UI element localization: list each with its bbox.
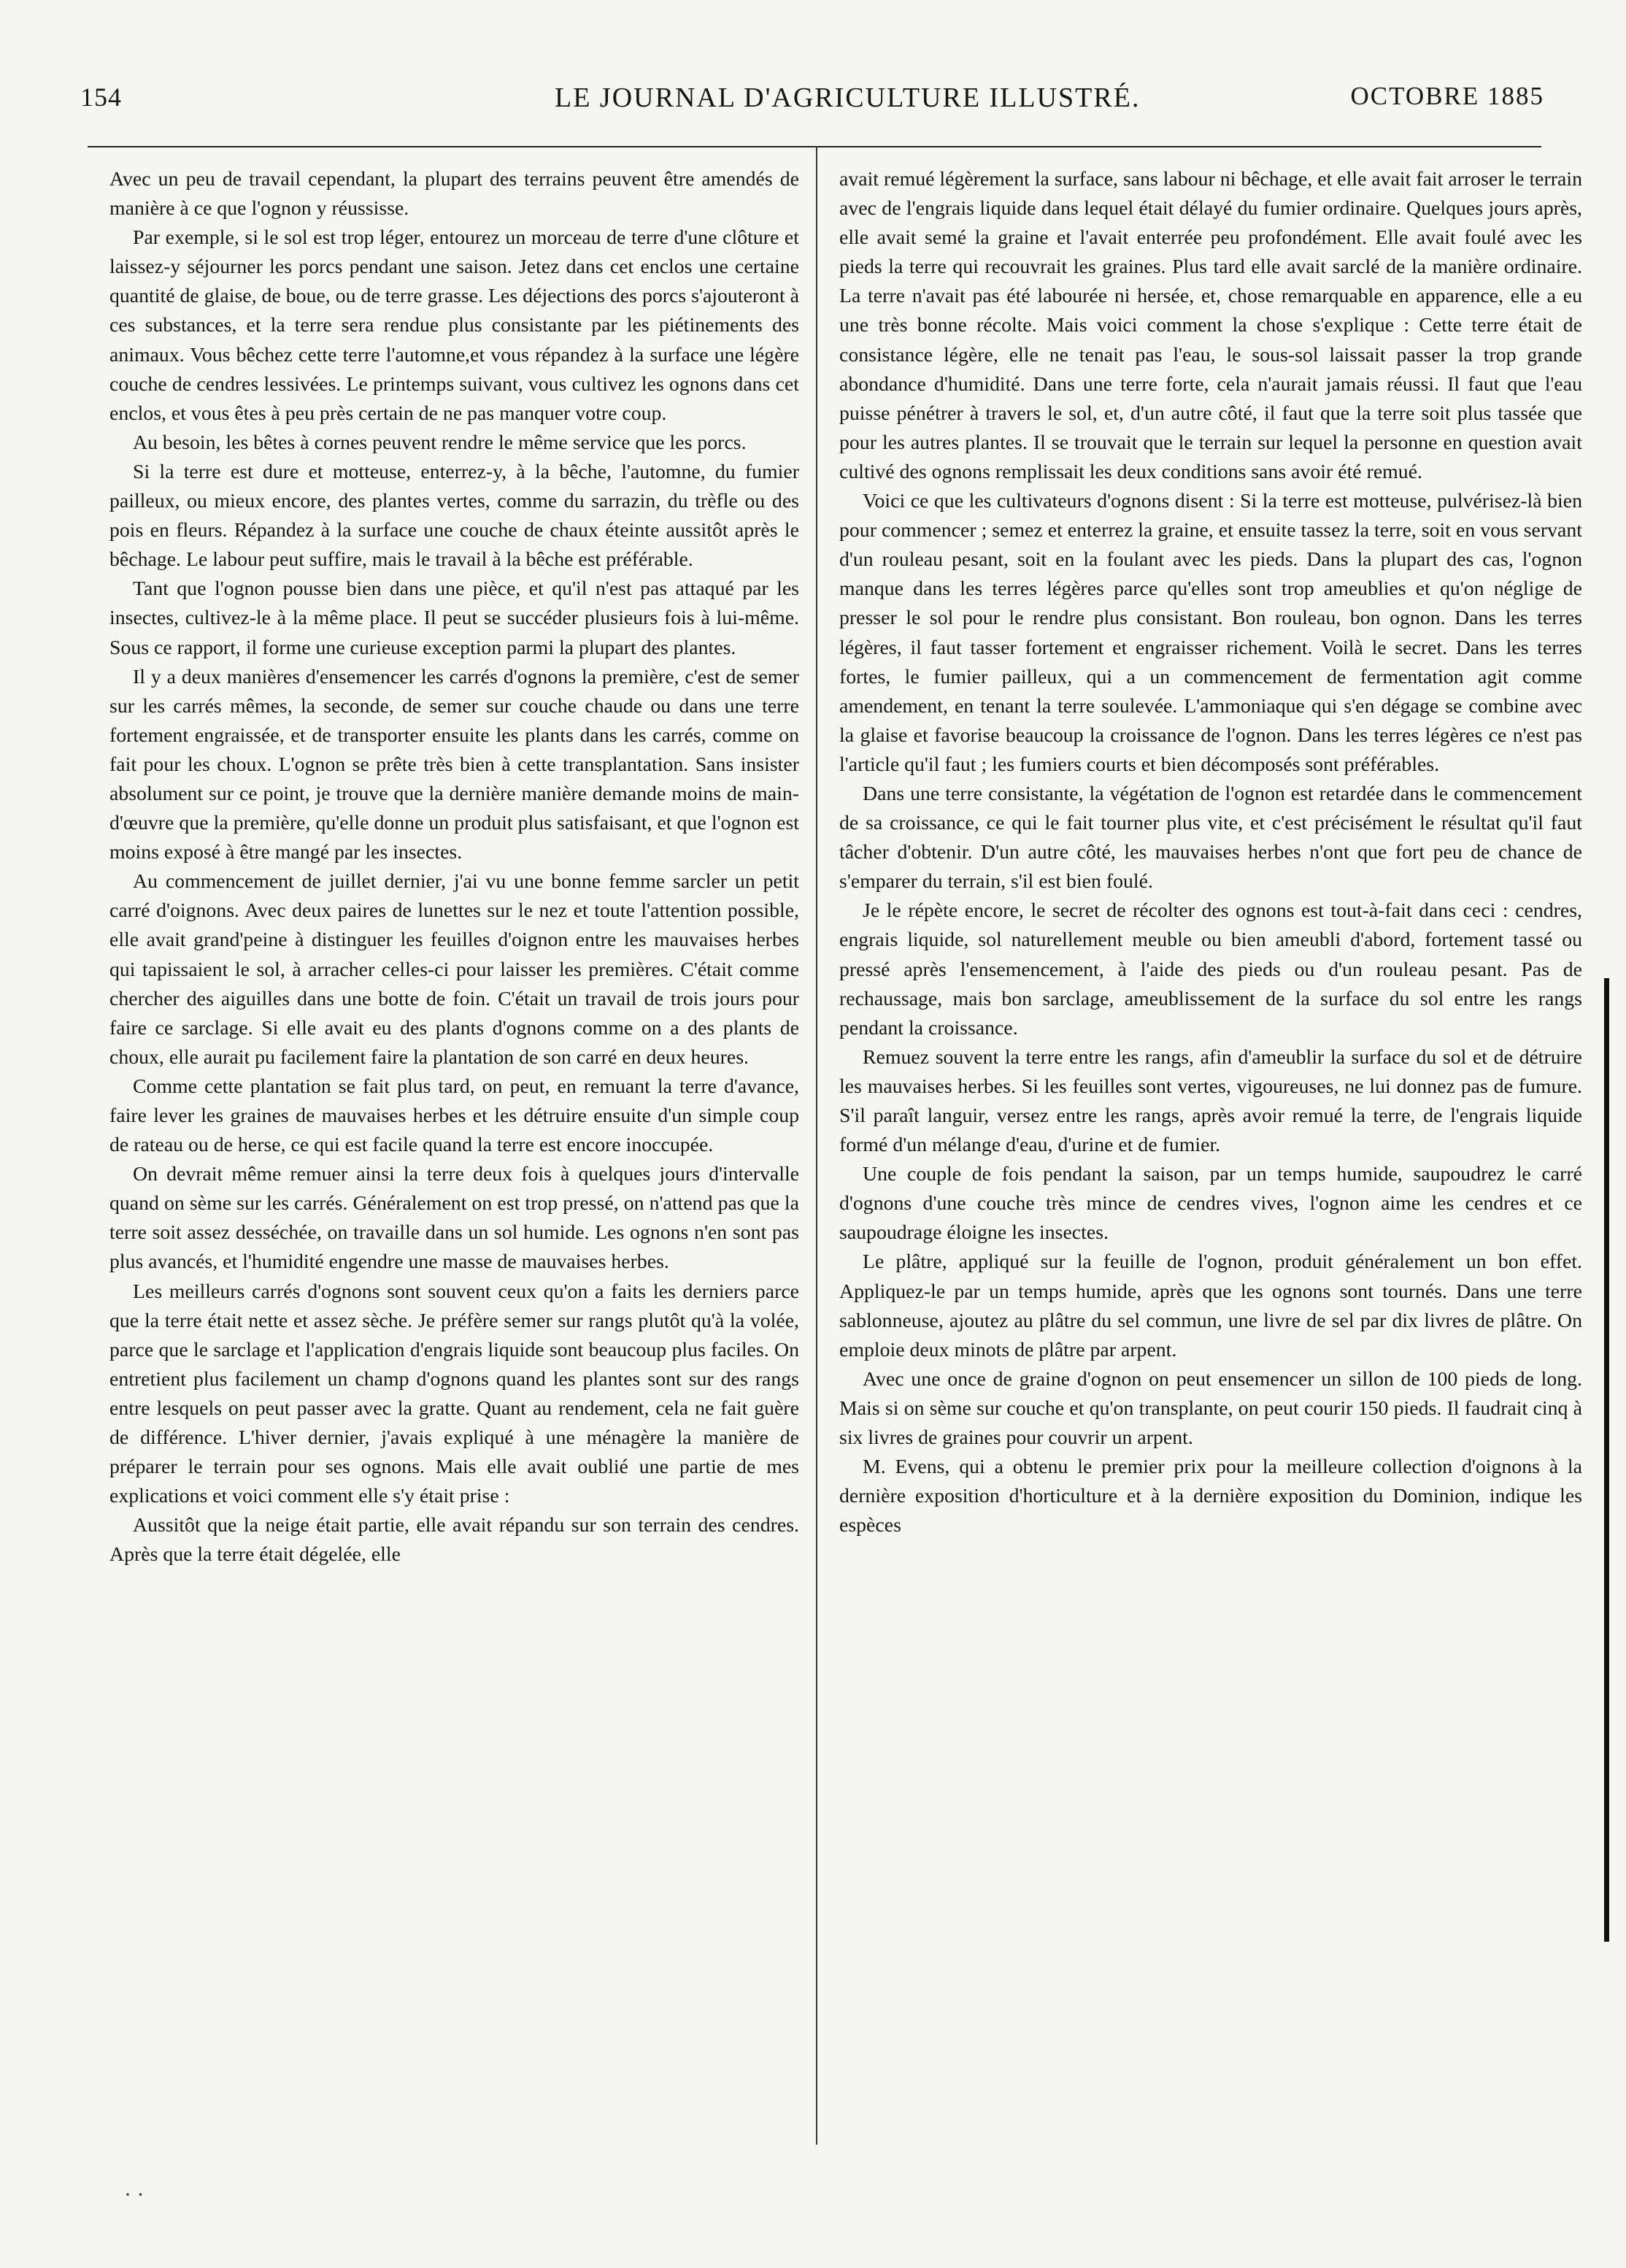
paragraph: Aussitôt que la neige était partie, elle avait répandu sur son terrain des cendres. Après que la terre était dégelée, elle	[109, 1514, 799, 1567]
column-divider	[816, 146, 817, 2145]
paragraph: Si la terre est dure et motteuse, enterrez-y, à la bêche, l'automne, du fumier pailleux, ou mieux encore, des plantes vertes, comme du sarrazin, du trèfle ou des pois en fleurs. Répandez à la surface une couche de chaux éteinte aussitôt après le bêchage. Le labour peut suffire, mais le travail à la bêche est préférable.	[109, 460, 799, 572]
paragraph: Tant que l'ognon pousse bien dans une pièce, et qu'il n'est pas attaqué par les insectes, cultivez-le à la même place. Il peut se succéder plusieurs fois à lui-même. Sous ce rapport, il forme une curieuse exception parmi la plupart des plantes.	[109, 577, 799, 659]
scan-edge-mark	[1604, 978, 1609, 1942]
issue-date: OCTOBRE 1885	[1350, 82, 1544, 110]
page-header	[80, 82, 1544, 126]
journal-title: LE JOURNAL D'AGRICULTURE ILLUSTRÉ.	[555, 82, 1141, 113]
paragraph: Avec une once de graine d'ognon on peut ensemencer un sillon de 100 pieds de long. Mais si on sème sur couche et qu'on transplante, on peut courir 150 pieds. Il faudrait cinq à six livres de graines pour couvrir un arpent.	[839, 1367, 1582, 1450]
paragraph: Le plâtre, appliqué sur la feuille de l'ognon, produit généralement un bon effet. Appliquez-le par un temps humide, après que les ognons sont tournés. Dans une terre sablonneuse, ajoutez au plâtre du sel commun, une livre de sel par dix livres de plâtre. On emploie deux minots de plâtre par arpent.	[839, 1250, 1582, 1361]
paragraph: Comme cette plantation se fait plus tard, on peut, en remuant la terre d'avance, faire lever les graines de mauvaises herbes et les détruire ensuite d'un simple coup de rateau ou de herse, ce qui est facile quand la terre est encore inoccupée.	[109, 1075, 799, 1157]
paragraph: Une couple de fois pendant la saison, par un temps humide, saupoudrez le carré d'ognons d'une couche très mince de cendres vives, l'ognon aime les cendres et ce saupoudrage éloigne les insectes.	[839, 1163, 1582, 1245]
page-number: 154	[80, 82, 122, 112]
paragraph: Remuez souvent la terre entre les rangs, afin d'ameublir la surface du sol et de détruire les mauvaises herbes. Si les feuilles sont vertes, vigoureuses, ne lui donnez pas de fumure. S'il paraît languir, versez entre les rangs, après avoir remué la terre, de l'engrais liquide formé d'un mélange d'eau, d'urine et de fumier.	[839, 1045, 1582, 1157]
paragraph: Avec un peu de travail cependant, la plupart des terrains peuvent être amendés de manière à ce que l'ognon y réussisse.	[109, 168, 799, 220]
header-rule-right	[819, 146, 1541, 147]
paragraph: Il y a deux manières d'ensemencer les carrés d'ognons la première, c'est de semer sur les carrés mêmes, la seconde, de semer sur couche chaude ou dans une terre fortement engraissée, et de transporter ensuite les plants dans les carrés, comme on fait pour les choux. L'ognon se prête très bien à cette transplantation. Sans insister absolument sur ce point, je trouve que la dernière manière demande moins de main-d'œuvre que la première, qu'elle donne un produit plus satisfaisant, et que l'ognon est moins exposé à être mangé par les insectes.	[109, 665, 799, 864]
left-column	[109, 165, 799, 2150]
paragraph: Je le répète encore, le secret de récolter des ognons est tout-à-fait dans ceci : cendres, engrais liquide, sol naturellement meuble ou bien ameubli d'abord, fortement tassé ou pressé après l'ensemencement, à l'aide des pieds ou d'un rouleau pesant. Pas de rechaussage, mais bon sarclage, ameublissement de la surface du sol entre les rangs pendant la croissance.	[839, 899, 1582, 1039]
right-column	[839, 165, 1582, 2150]
header-rule-left	[88, 146, 887, 147]
paragraph: Les meilleurs carrés d'ognons sont souvent ceux qu'on a faits les derniers parce que la terre était nette et assez sèche. Je préfère semer sur rangs plutôt qu'à la volée, parce que le sarclage et l'application d'engrais liquide sont beaucoup plus faciles. On entretient plus facilement un champ d'ognons quand les plantes sont sur des rangs entre lesquels on peut passer avec la gratte. Quant au rendement, cela ne fait guère de différence. L'hiver dernier, j'avais expliqué à une ménagère la manière de préparer le terrain pour ses ognons. Mais elle avait oublié une partie de mes explications et voici comment elle s'y était prise :	[109, 1280, 799, 1508]
paragraph: Par exemple, si le sol est trop léger, entourez un morceau de terre d'une clôture et laissez-y séjourner les porcs pendant une saison. Jetez dans cet enclos une certaine quantité de glaise, de boue, ou de terre grasse. Les déjections des porcs s'ajouteront à ces substances, et la terre sera rendue plus consistante par les piétinements des animaux. Vous bêchez cette terre l'automne,et vous répandez à la surface une légère couche de cendres lessivées. Le printemps suivant, vous cultivez les ognons dans cet enclos, et vous êtes à peu près certain de ne pas manquer votre coup.	[109, 226, 799, 425]
paragraph: Voici ce que les cultivateurs d'ognons disent : Si la terre est motteuse, pulvérisez-là bien pour commencer ; semez et enterrez la graine, et ensuite tassez la terre, soit en vous servant d'un rouleau pesant, soit en la foulant avec les pieds. Dans la plupart des cas, l'ognon manque dans les terres légères parce qu'elles sont trop ameublies et qu'on néglige de presser le sol pour le rendre plus consistant. Bon rouleau, bon ognon. Dans les terres légères, il faut tasser fortement et engraisser richement. Voilà le secret. Dans les terres fortes, le fumier pailleux, qui a un commencement de fermentation agit comme amendement, en tenant la terre soulevée. L'ammoniaque qui s'en dégage se combine avec la glaise et favorise beaucoup la croissance de l'ognon. Dans les terres légères ce n'est pas l'article qu'il faut ; les fumiers courts et bien décomposés sont préférables.	[839, 490, 1582, 776]
paragraph: Au commencement de juillet dernier, j'ai vu une bonne femme sarcler un petit carré d'oignons. Avec deux paires de lunettes sur le nez et toute l'attention possible, elle avait grand'peine à distinguer les feuilles d'oignon entre les mauvaises herbes qui tapissaient le sol, à arracher celles-ci pour laisser les premières. C'était comme chercher des aiguilles dans une botte de foin. C'était un travail de trois jours pour faire ce sarclage. Si elle avait eu des plants d'ognons comme on a des plants de choux, elle aurait pu facilement faire la plantation de son carré en deux heures.	[109, 870, 799, 1069]
paragraph: Dans une terre consistante, la végétation de l'ognon est retardée dans le commencement de sa croissance, ce qui le fait tourner plus vite, et c'est précisément le résultat qu'il faut tâcher d'obtenir. D'un autre côté, les mauvaises herbes n'ont que fort peu de chance de s'emparer du terrain, s'il est bien foulé.	[839, 782, 1582, 893]
paragraph: avait remué légèrement la surface, sans labour ni bêchage, et elle avait fait arroser le terrain avec de l'engrais liquide dans lequel était délayé du fumier ordinaire. Quelques jours après, elle avait semé la graine et l'avait enterrée peu profondément. Elle avait foulé avec les pieds la terre qui recouvrait les graines. Plus tard elle avait sarclé de la manière ordinaire. La terre n'avait pas été labourée ni hersée, et, chose remarquable en apparence, elle a eu une très bonne récolte. Mais voici comment la chose s'explique : Cette terre était de consistance légère, elle ne tenait pas l'eau, le sous-sol laissait passer la trop grande abondance d'humidité. Dans une terre forte, cela n'aurait jamais réussi. Il faut que l'eau puisse pénétrer à travers le sol, et, d'un autre côté, il faut que la terre soit plus tassée que pour les autres plantes. Il se trouvait que le terrain sur lequel la personne en question avait cultivé des ognons remplissait les deux conditions sans avoir été remué.	[839, 168, 1582, 483]
paragraph: On devrait même remuer ainsi la terre deux fois à quelques jours d'intervalle quand on sème sur les carrés. Généralement on est trop pressé, on n'attend pas que la terre soit assez desséchée, on travaille dans un sol humide. Les ognons n'en sont pas plus avancés, et l'humidité engendre une masse de mauvaises herbes.	[109, 1163, 799, 1274]
print-specks: · ·	[124, 2183, 145, 2207]
paragraph: Au besoin, les bêtes à cornes peuvent rendre le même service que les porcs.	[133, 431, 747, 454]
paragraph: M. Evens, qui a obtenu le premier prix pour la meilleure collection d'oignons à la dernière exposition d'horticulture et à la dernière exposition du Dominion, indique les espèces	[839, 1456, 1582, 1537]
